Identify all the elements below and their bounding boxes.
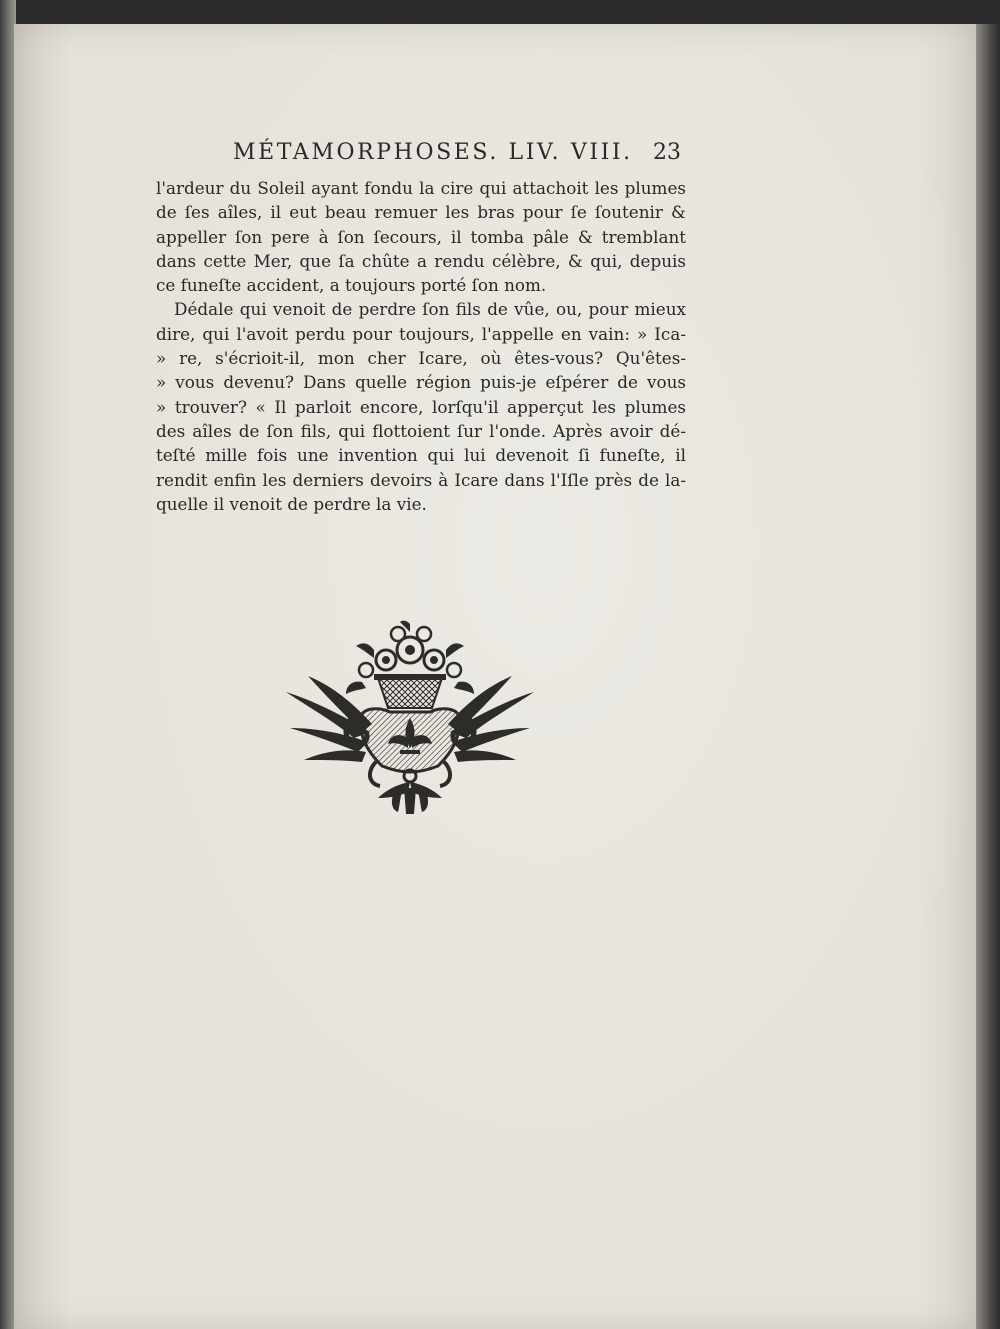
paragraph-2 [156,297,686,516]
text-line: teſté mille fois une invention qui lui devenoit ſi funeſte, il [156,445,686,466]
body-text [156,176,686,516]
text-line: Dédale qui venoit de perdre ſon fils de vûe, ou, pour mieux [174,299,686,320]
text-line: appeller ſon pere à ſon ſecours, il tomba pâle & tremblant [156,226,686,247]
margin-mark [752,582,755,598]
running-title: MÉTAMORPHOSES. LIV. VIII. [233,140,633,165]
text-line: dire, qui l'avoit perdu pour toujours, l'appelle en vain: » Ica- [156,323,686,344]
text-line: ce funeſte accident, a toujours porté ſon nom. [156,275,547,296]
text-line: rendit enfin les derniers devoirs à Icare dans l'Iſle près de la- [156,469,686,490]
text-line: » re, s'écrioit-il, mon cher Icare, où êtes-vous? Qu'êtes- [156,348,686,369]
text-line: » vous devenu? Dans quelle région puis-je eſpérer de vous [156,372,686,393]
text-line: » trouver? « Il parloit encore, lorſqu'il apperçut les plumes [156,396,686,417]
bleed-through [150,972,164,1000]
running-header [233,140,681,174]
page-right-edge [976,24,1000,1329]
text-line: dans cette Mer, que ſa chûte a rendu célèbre, & qui, depuis [156,250,686,271]
text-line: des aîles de ſon fils, qui flottoient ſur l'onde. Après avoir dé- [156,420,686,441]
text-line: quelle il venoit de perdre la vie. [156,493,427,514]
paragraph-1 [156,176,686,297]
text-line: l'ardeur du Soleil ayant fondu la cire qui attachoit les plumes [156,178,686,198]
page-number: 23 [653,140,681,165]
text-line: de ſes aîles, il eut beau remuer les bras pour ſe ſoutenir & [156,202,686,223]
flower-basket-ornament-icon [282,620,538,816]
